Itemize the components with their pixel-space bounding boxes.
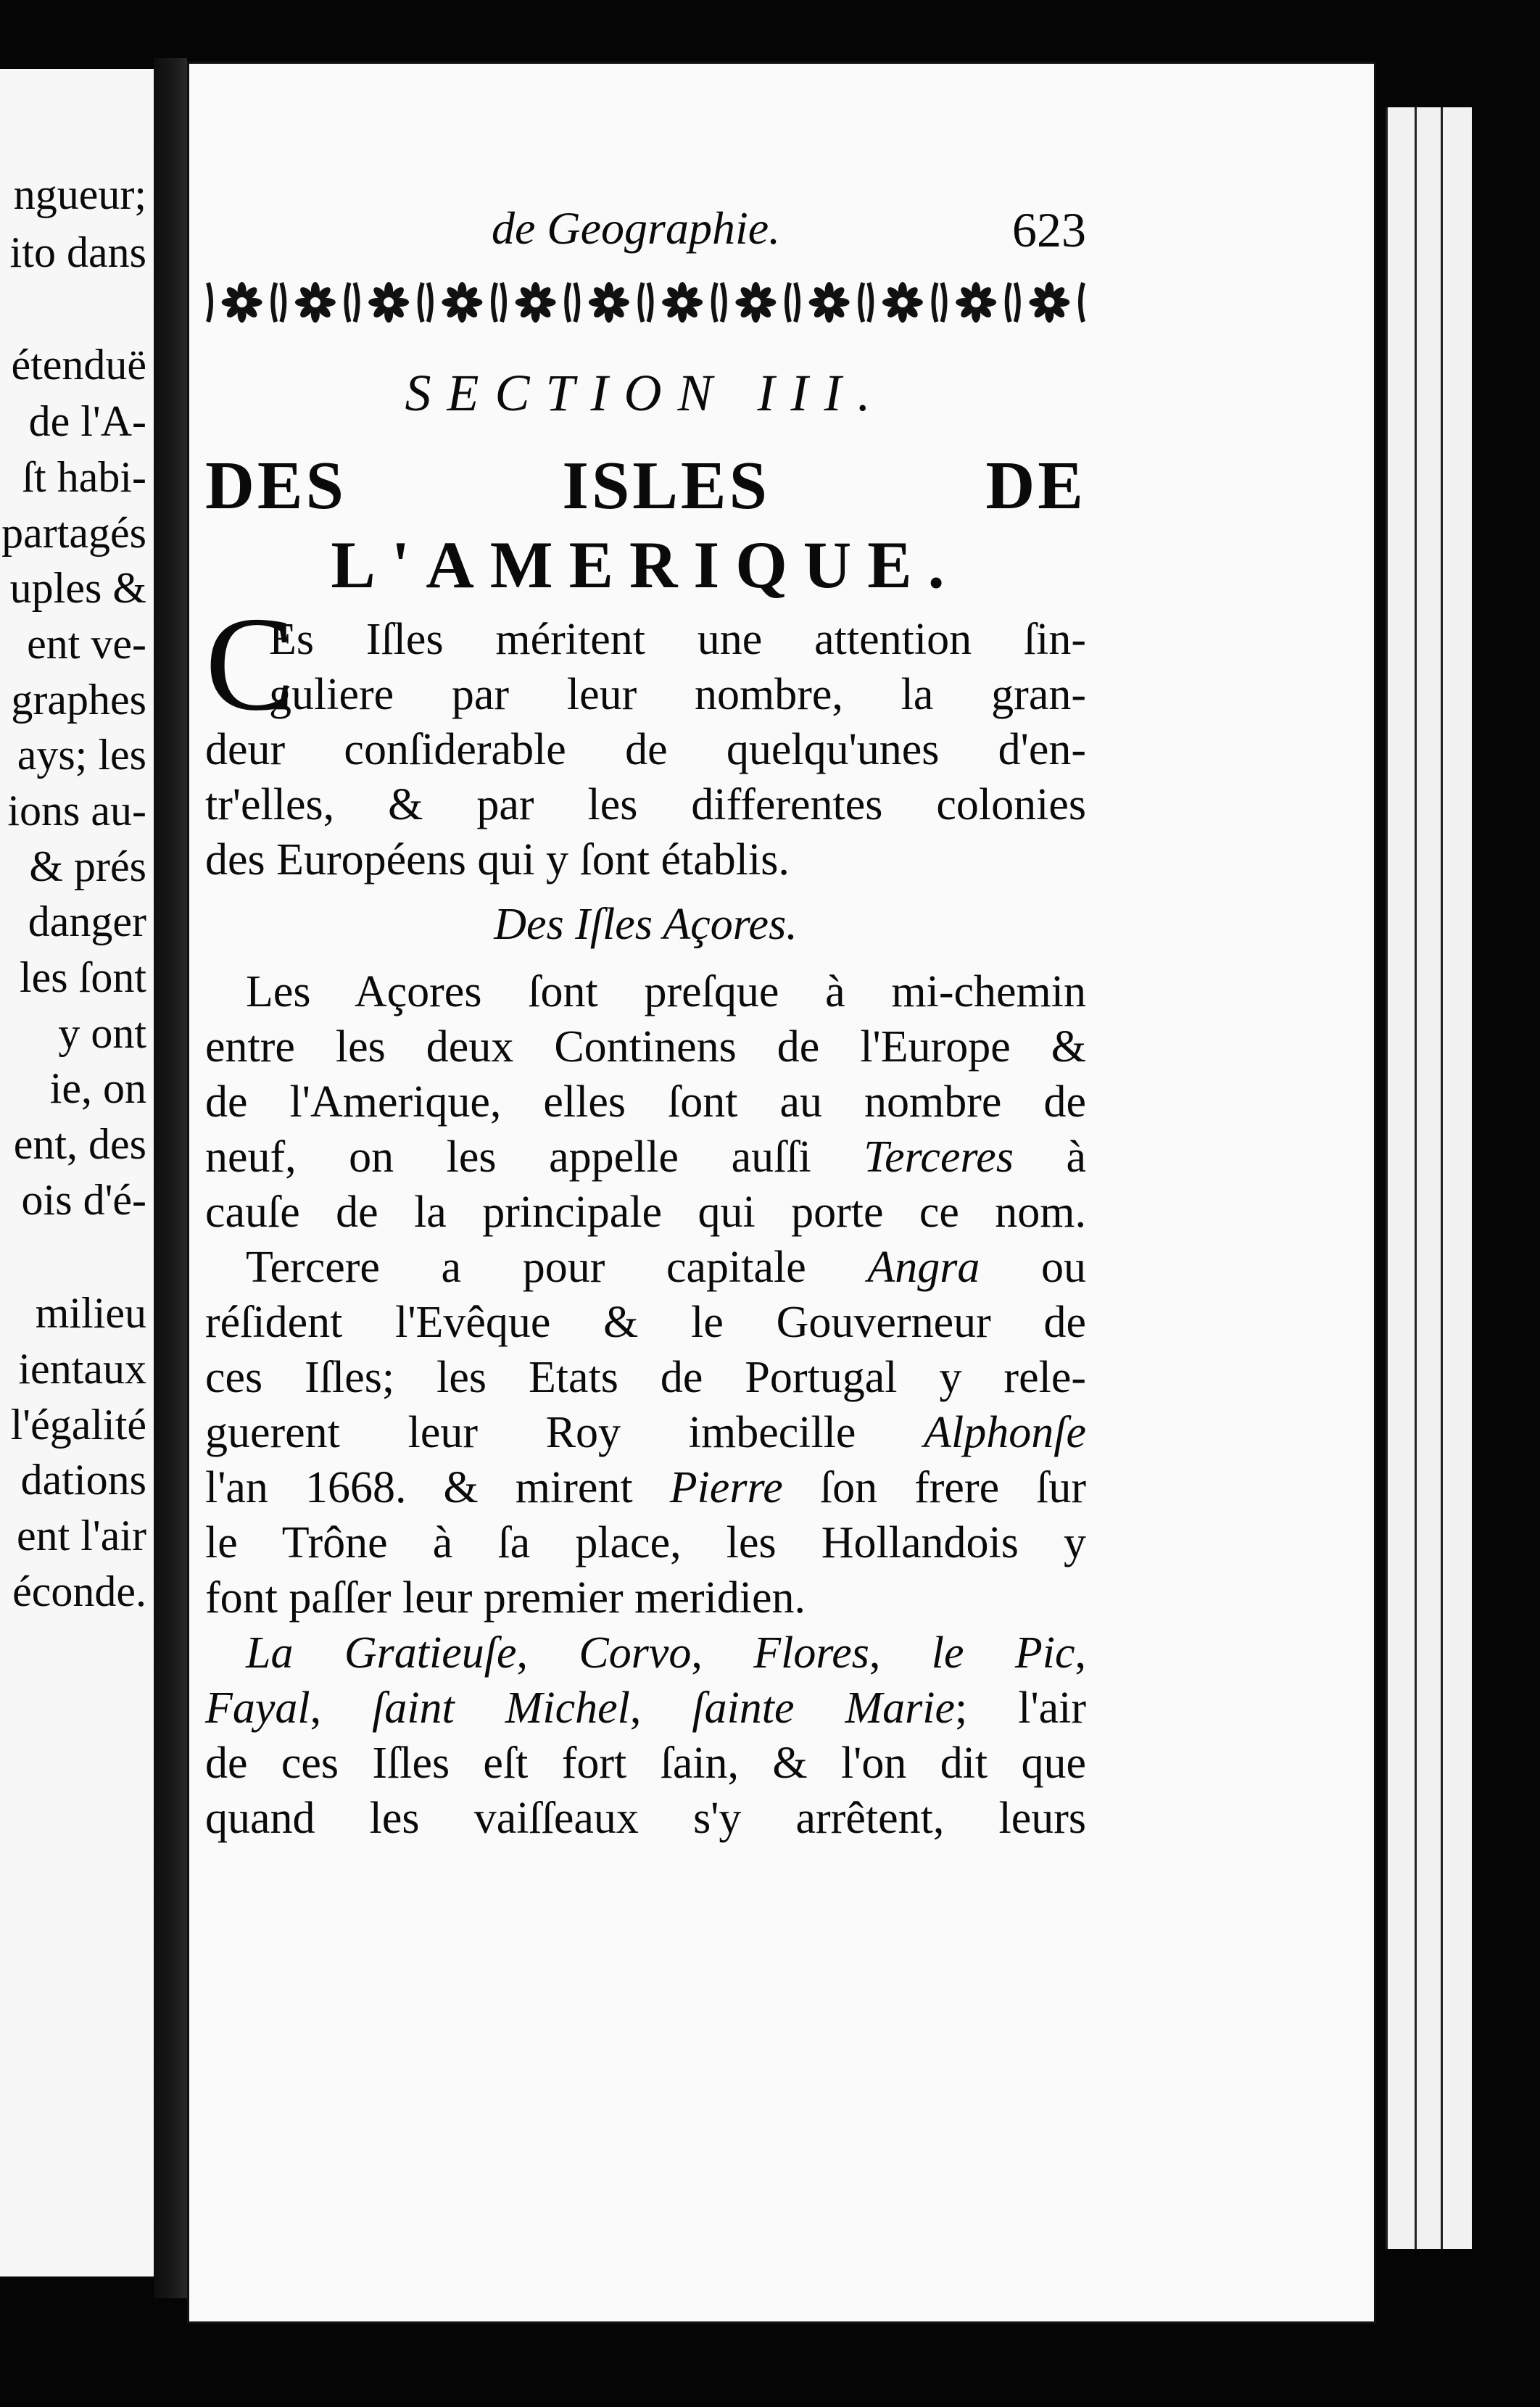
- text-line: des Européens qui y ſont établis.: [205, 835, 790, 884]
- italic-term: Alphonſe: [924, 1408, 1086, 1457]
- left-page-line: ientaux: [18, 1345, 146, 1393]
- ornament-flower: [502, 282, 569, 323]
- heading-line-1: [205, 447, 1086, 526]
- heading-line-2: L'AMERIQUE.: [331, 528, 961, 602]
- text-segment: Tercere a pour capitale: [246, 1243, 806, 1292]
- text-line: [205, 1240, 1086, 1295]
- left-page-line: ie, on: [49, 1064, 146, 1112]
- text-line: guliere par leur nombre, la gran-: [269, 670, 1086, 719]
- ornament-flower: [722, 282, 790, 323]
- page-edge: [1386, 107, 1417, 2249]
- left-page-line: ent, des: [13, 1120, 146, 1168]
- left-page-line: de l'A-: [28, 397, 146, 445]
- text-line: réſident l'Evêque & le Gouverneur de: [205, 1298, 1086, 1347]
- text-line: deur conſiderable de quelqu'unes d'en-: [205, 725, 1086, 774]
- italic-term: Corvo: [579, 1628, 692, 1678]
- text-line: entre les deux Continens de l'Europe &: [205, 1022, 1086, 1072]
- left-page-line: danger: [28, 898, 146, 945]
- text-line: La Gratieuſe, Corvo, Flores, le Pic,: [246, 1628, 1086, 1678]
- left-page-line: ent l'air: [16, 1512, 146, 1559]
- italic-term: La Gratieuſe: [246, 1628, 517, 1678]
- left-page-line: & prés: [29, 842, 146, 890]
- heading-word: DE: [985, 448, 1086, 523]
- page-number: 623: [1012, 202, 1086, 257]
- ornament-flower: [355, 282, 423, 323]
- text-segment: l'air: [1018, 1683, 1087, 1733]
- left-page-line: partagés: [1, 509, 146, 557]
- text-segment: ou: [1041, 1243, 1087, 1292]
- text-line: Les Açores ſont preſque à mi-chemin: [246, 967, 1086, 1016]
- page-edge: [1441, 107, 1472, 2249]
- left-page-line: ois d'é-: [21, 1176, 146, 1224]
- heading-word: ISLES: [562, 448, 770, 523]
- text-line: [205, 1460, 1086, 1515]
- italic-term: Fayal: [205, 1683, 310, 1733]
- ornament-flower: [869, 282, 936, 323]
- italic-term: Pierre: [669, 1463, 783, 1512]
- left-page-line: ions au-: [7, 787, 146, 834]
- text-line: tr'elles, & par les differentes colonies: [205, 780, 1086, 829]
- ornament-flower: [943, 282, 1010, 323]
- heading-word: DES: [205, 448, 347, 523]
- italic-term: le Pic: [931, 1628, 1075, 1678]
- left-page-line: étenduë: [11, 341, 146, 389]
- ornament-flower: [795, 282, 863, 323]
- drop-cap: C: [205, 589, 296, 739]
- text-line: Fayal, ſaint Michel, ſainte Marie; l'air: [205, 1683, 1087, 1733]
- text-line: quand les vaiſſeaux s'y arrêtent, leurs: [205, 1794, 1086, 1843]
- left-page-line: ſt habi-: [22, 453, 146, 501]
- text-segment: guerent leur Roy imbecille: [205, 1408, 856, 1457]
- text-segment: ſon frere ſur: [819, 1463, 1087, 1512]
- left-page-line: ngueur;: [13, 170, 146, 218]
- ornament-band: [205, 274, 1086, 331]
- left-page-line: graphes: [11, 676, 146, 724]
- left-page-line: uples &: [9, 564, 146, 612]
- italic-term: Flores: [753, 1628, 869, 1678]
- text-segment: à: [1066, 1132, 1086, 1182]
- ornament-flower: [429, 282, 496, 323]
- left-page-line: milieu: [35, 1289, 146, 1337]
- text-line: Es Iſles méritent une attention ſin-: [269, 615, 1086, 664]
- text-line: cauſe de la principale qui porte ce nom.: [205, 1188, 1086, 1237]
- ornament-flower: [575, 282, 642, 323]
- paragraph-acores: [205, 964, 1086, 1240]
- ornament-flower: [208, 282, 276, 323]
- left-page-line: dations: [20, 1456, 146, 1504]
- page-edge: [1415, 107, 1443, 2249]
- left-page-line: l'égalité: [10, 1401, 146, 1449]
- subheading: Des Iſles Açores.: [494, 900, 798, 949]
- text-line: de ces Iſles eſt fort ſain, & l'on dit que: [205, 1739, 1086, 1788]
- text-segment: l'an 1668. & mirent: [205, 1463, 633, 1512]
- intro-paragraph: [205, 589, 1086, 887]
- italic-term: Angra: [867, 1243, 980, 1292]
- text-line: [205, 1130, 1086, 1185]
- left-page-line: ays; les: [17, 731, 146, 779]
- text-line: font paſſer leur premier meridien.: [205, 1573, 806, 1623]
- paragraph-islands: [205, 1625, 1086, 1846]
- left-page-line: les ſont: [20, 953, 146, 1001]
- left-facing-page: [0, 69, 155, 2276]
- ornament-flower: [281, 282, 349, 323]
- text-segment: neuf, on les appelle auſſi: [205, 1132, 811, 1182]
- ornament-flower: [649, 282, 716, 323]
- section-label: SECTION III.: [405, 364, 887, 422]
- running-head: [205, 202, 1086, 260]
- left-page-line: ent ve-: [27, 620, 146, 668]
- running-title: de Geographie.: [492, 202, 781, 254]
- left-page-line: éconde.: [12, 1567, 146, 1615]
- page-text: [205, 202, 1086, 1846]
- italic-term: ſaint Michel: [372, 1683, 630, 1733]
- text-line: le Trône à ſa place, les Hollandois y: [205, 1518, 1086, 1567]
- ornament-flower: [1016, 282, 1083, 323]
- italic-term: ſainte Marie: [692, 1683, 956, 1733]
- paragraph-tercere: [205, 1240, 1086, 1625]
- left-page-line: y ont: [58, 1009, 146, 1057]
- left-page-line: ito dans: [9, 228, 146, 276]
- right-page: [187, 62, 1376, 2324]
- text-line: de l'Amerique, elles ſont au nombre de: [205, 1077, 1086, 1127]
- text-line: [205, 1405, 1086, 1460]
- italic-term: Terceres: [864, 1132, 1014, 1182]
- book-gutter: [154, 58, 187, 2298]
- text-line: ces Iſles; les Etats de Portugal y rele-: [205, 1353, 1086, 1402]
